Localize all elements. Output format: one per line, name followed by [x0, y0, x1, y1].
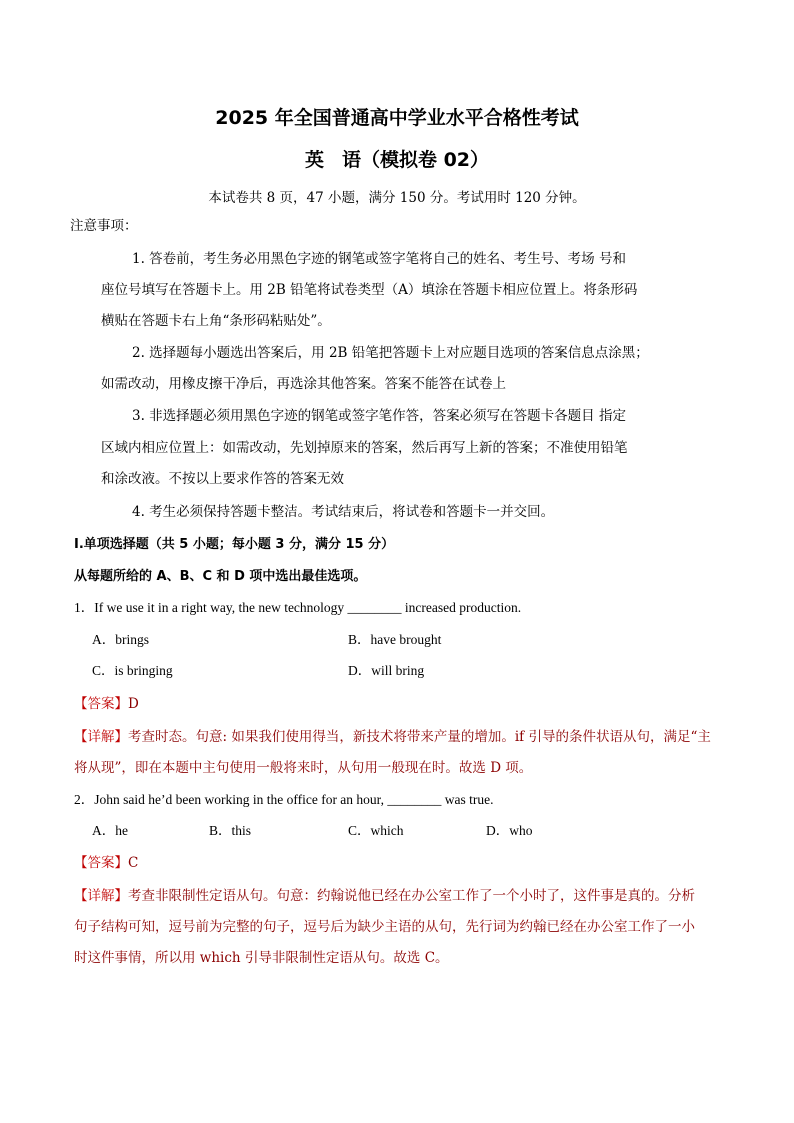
notice-line: 如需改动，用橡皮擦干净后，再选涂其他答案。答案不能答在试卷上 — [101, 376, 506, 392]
section-title: I.单项选择题（共 5 小题；每小题 3 分，满分 15 分） — [74, 537, 395, 552]
notice-line: 4. 考生必须保持答题卡整洁。考试结束后，将试卷和答题卡一并交回。 — [132, 504, 555, 520]
detail-text: 句子结构可知，逗号前为完整的句子，逗号后为缺少主语的从句，先行词为约翰已经在办公室工作了一小 — [74, 919, 695, 935]
notice-line: 区域内相应位置上：如需改动，先划掉原来的答案，然后再写上新的答案；不准使用铅笔 — [101, 440, 628, 456]
question-stem: 2．John said he’d been working in the office for an hour, ________ was true. — [74, 792, 494, 807]
notice-line: 1. 答卷前，考生务必用黑色字迹的钢笔或签字笔将自己的姓名、考生号、考场 号和 — [132, 251, 626, 267]
option-d: D．who — [486, 823, 533, 838]
subject-title — [0, 145, 794, 172]
detail-line — [74, 886, 695, 906]
option-a: A．brings — [92, 632, 149, 647]
option-a: A．he — [92, 823, 128, 838]
detail-tag: 【详解】 — [74, 888, 128, 904]
notice-heading: 注意事项： — [70, 218, 138, 234]
notice-line: 横贴在答题卡右上角“条形码粘贴处”。 — [101, 313, 331, 329]
answer-value: C — [128, 855, 139, 871]
answer-line — [74, 853, 138, 873]
detail-line — [74, 727, 711, 747]
subject-char-rest: 语（模拟卷 02） — [341, 149, 490, 171]
detail-text: 将从现”，即在本题中主句使用一般将来时，从句用一般现在时。故选 D 项。 — [74, 760, 533, 776]
section-instruction: 从每题所给的 A、B、C 和 D 项中选出最佳选项。 — [74, 569, 367, 584]
notice-line: 3. 非选择题必须用黑色字迹的钢笔或签字笔作答，答案必须写在答题卡各题目 指定 — [132, 408, 626, 424]
detail-text: 考查非限制性定语从句。句意：约翰说他已经在办公室工作了一个小时了，这件事是真的。分析 — [128, 888, 695, 904]
answer-value: D — [128, 696, 139, 712]
exam-summary: 本试卷共 8 页，47 小题，满分 150 分。考试用时 120 分钟。 — [208, 190, 586, 206]
answer-line — [74, 694, 139, 714]
notice-line: 和涂改液。不按以上要求作答的答案无效 — [101, 471, 344, 487]
answer-tag: 【答案】 — [74, 696, 128, 712]
exam-title: 2025 年全国普通高中学业水平合格性考试 — [215, 107, 579, 129]
notice-line: 座位号填写在答题卡上。用 2B 铅笔将试卷类型（A）填涂在答题卡相应位置上。将条形码 — [101, 282, 638, 298]
option-d: D．will bring — [348, 663, 425, 678]
detail-tag: 【详解】 — [74, 729, 128, 745]
detail-text: 考查时态。句意: 如果我们使用得当，新技术将带来产量的增加。if 引导的条件状语从句，满足“主 — [128, 729, 711, 745]
answer-tag: 【答案】 — [74, 855, 128, 871]
option-b: B．this — [209, 823, 252, 838]
subject-char-1: 英 — [304, 149, 324, 171]
notice-line: 2. 选择题每小题选出答案后，用 2B 铅笔把答题卡上对应题目选项的答案信息点涂黑； — [132, 345, 649, 361]
option-c: C．which — [348, 823, 404, 838]
option-b: B．have brought — [348, 632, 442, 647]
option-c: C．is bringing — [92, 663, 173, 678]
detail-text: 时这件事情，所以用 which 引导非限制性定语从句。故选 C。 — [74, 950, 449, 966]
question-stem: 1．If we use it in a right way, the new technology ________ increased production. — [74, 600, 522, 615]
